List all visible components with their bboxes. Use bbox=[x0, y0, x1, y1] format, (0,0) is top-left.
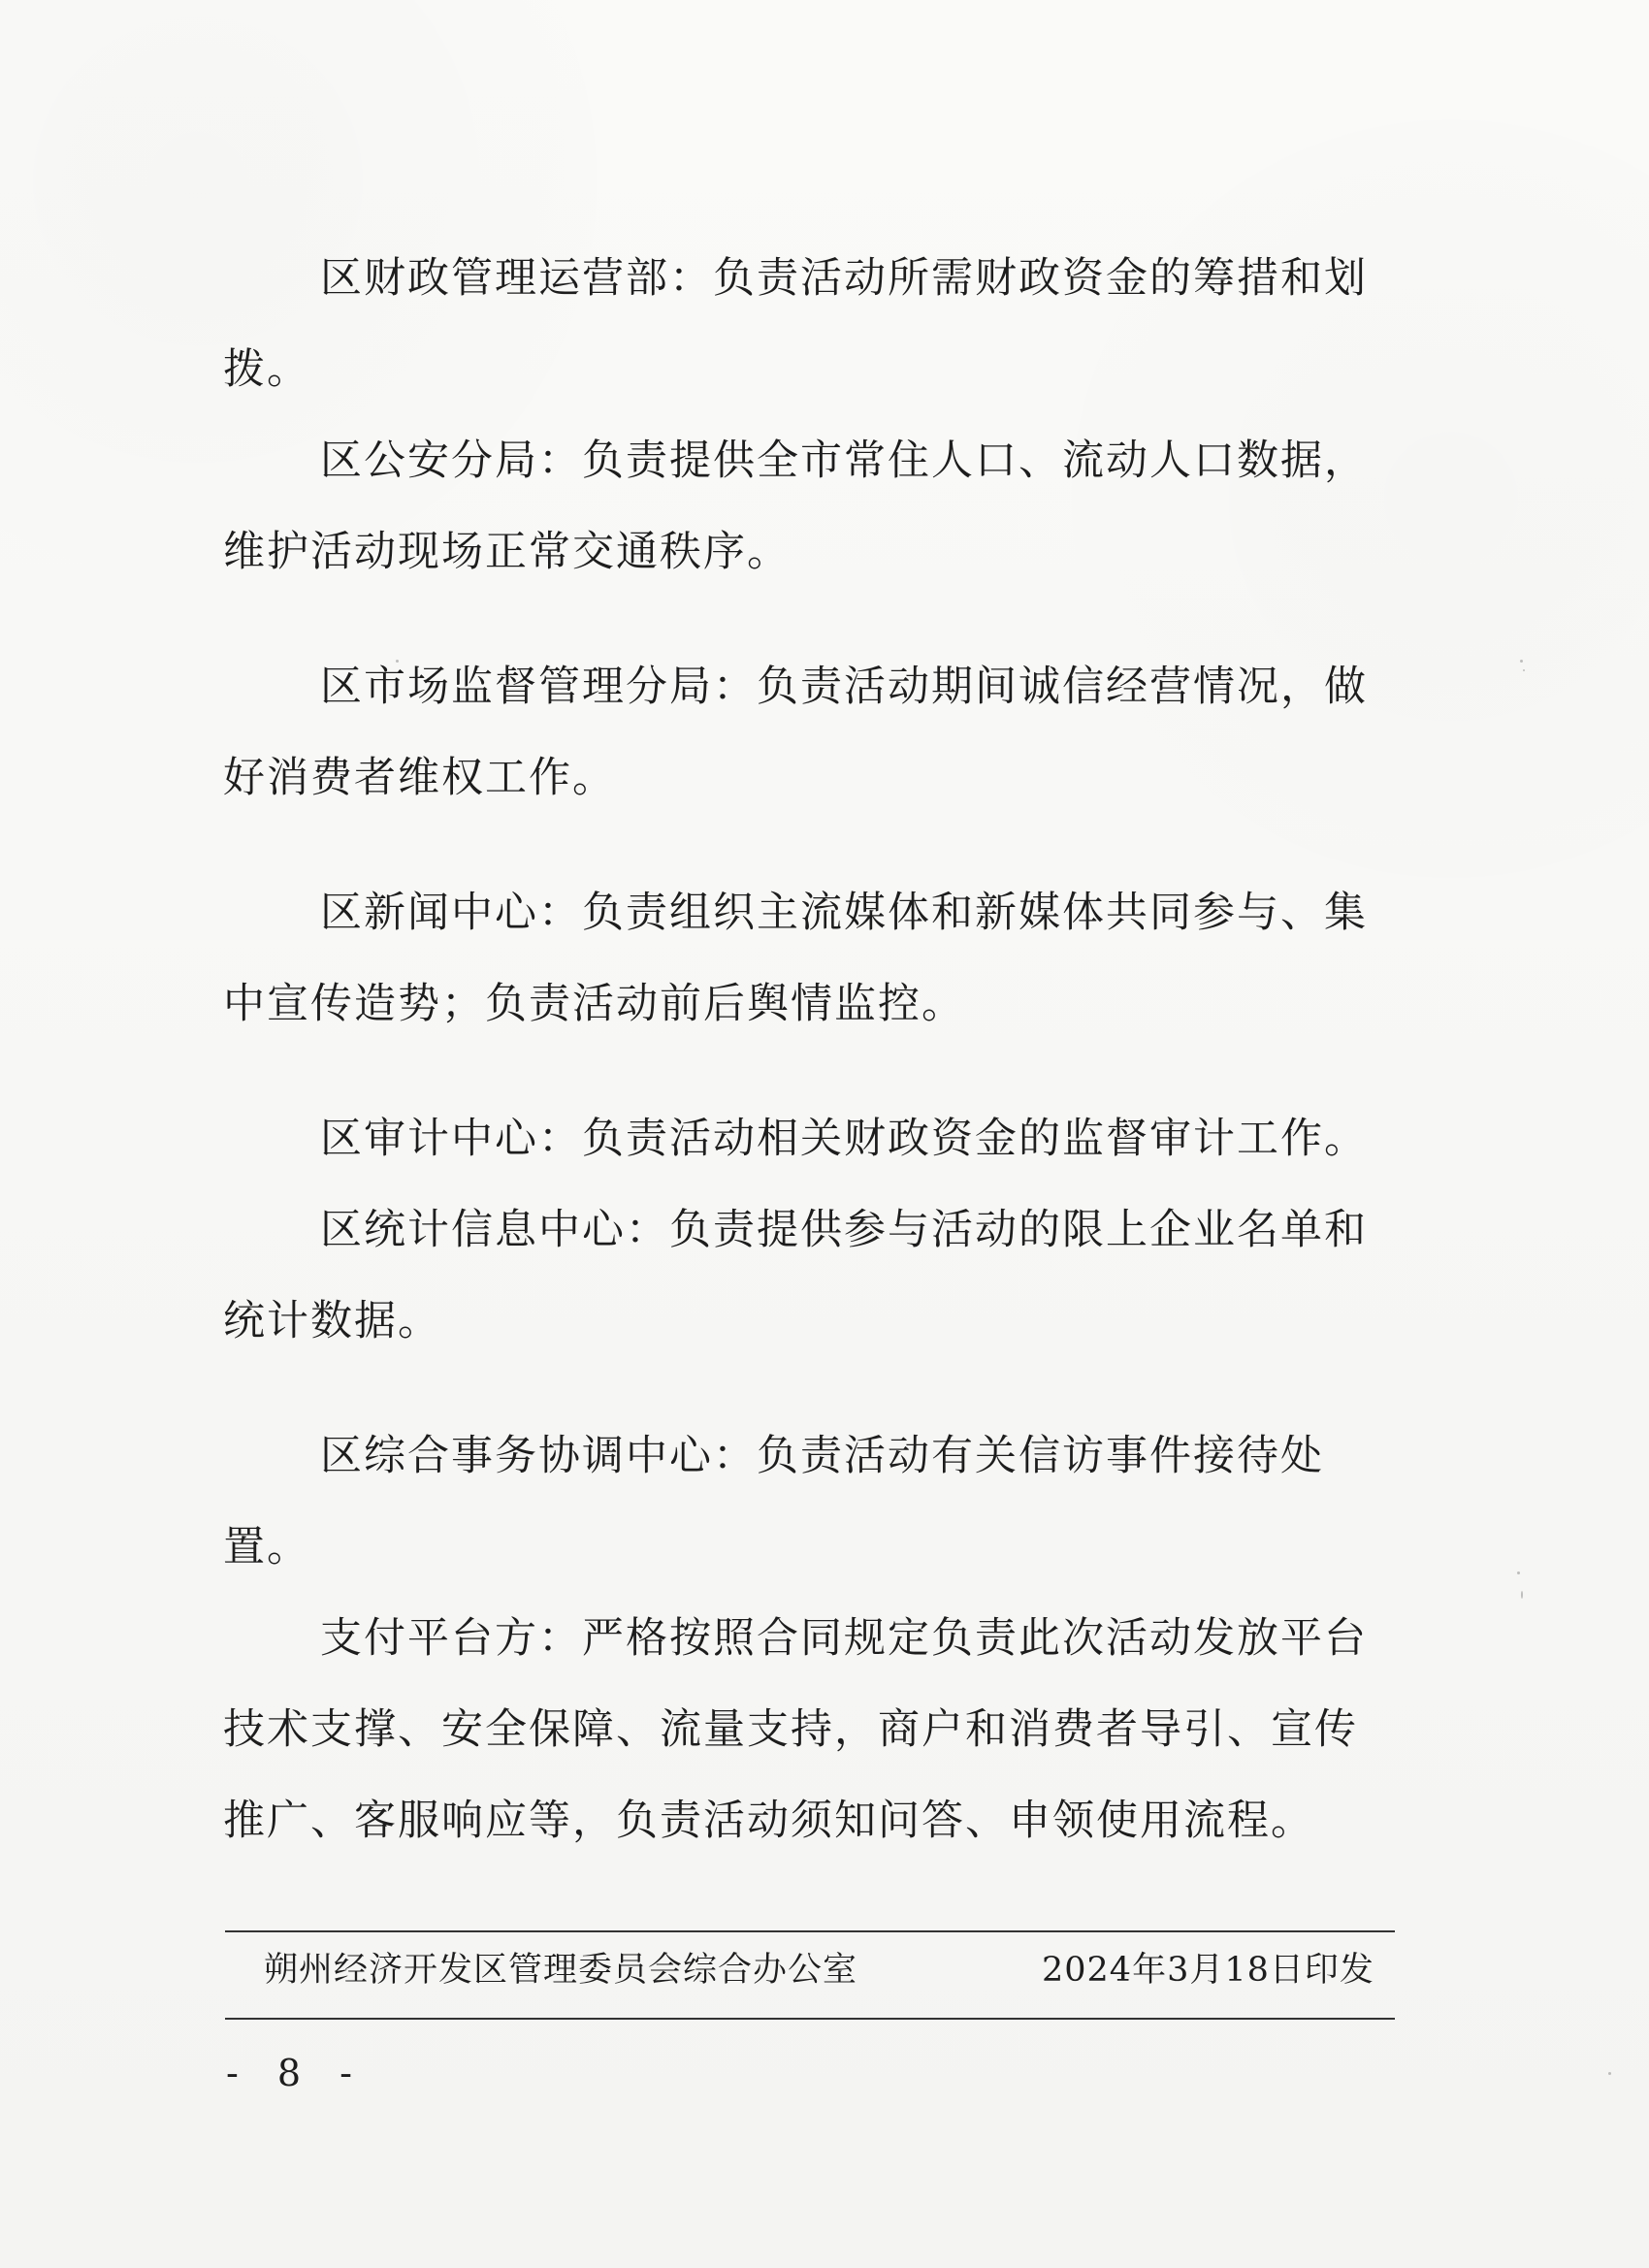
document-body bbox=[223, 233, 1397, 1866]
paragraph-statistics-center: 区统计信息中心：负责提供参与活动的限上企业名单和统计数据。 bbox=[223, 1206, 1368, 1345]
paragraph-audit-center: 区审计中心：负责活动相关财政资金的监督审计工作。 bbox=[320, 1115, 1368, 1163]
footer-top-rule bbox=[225, 1930, 1395, 1932]
scan-speck bbox=[1608, 2072, 1611, 2075]
scan-speck bbox=[1521, 1591, 1523, 1599]
paragraph-news-center: 区新闻中心：负责组织主流媒体和新媒体共同参与、集中宣传造势；负责活动前后舆情监控。 bbox=[223, 889, 1368, 1028]
scan-speck bbox=[1523, 669, 1525, 671]
scan-speck bbox=[396, 660, 399, 663]
paragraph-finance-department: 区财政管理运营部：负责活动所需财政资金的筹措和划拨。 bbox=[223, 254, 1368, 394]
paragraph-coordination-center: 区综合事务协调中心：负责活动有关信访事件接待处置。 bbox=[223, 1432, 1324, 1571]
footer-bottom-rule bbox=[225, 2018, 1395, 2020]
paragraph-market-supervision: 区市场监督管理分局：负责活动期间诚信经营情况，做好消费者维权工作。 bbox=[223, 663, 1368, 802]
scan-speck bbox=[1517, 1571, 1520, 1574]
page-number: - 8 - bbox=[226, 2052, 367, 2094]
scan-speck bbox=[1520, 660, 1523, 663]
paragraph-public-security: 区公安分局：负责提供全市常住人口、流动人口数据，维护活动现场正常交通秩序。 bbox=[223, 437, 1368, 576]
paragraph-payment-platform: 支付平台方：严格按照合同规定负责此次活动发放平台技术支撑、安全保障、流量支持，商户和消费者导引、宣传推广、客服响应等，负责活动须知问答、申领使用流程。 bbox=[223, 1614, 1368, 1845]
footer-issuer: 朔州经济开发区管理委员会综合办公室 bbox=[264, 1951, 858, 1990]
footer-date: 2024年3月18日印发 bbox=[1042, 1951, 1374, 1990]
